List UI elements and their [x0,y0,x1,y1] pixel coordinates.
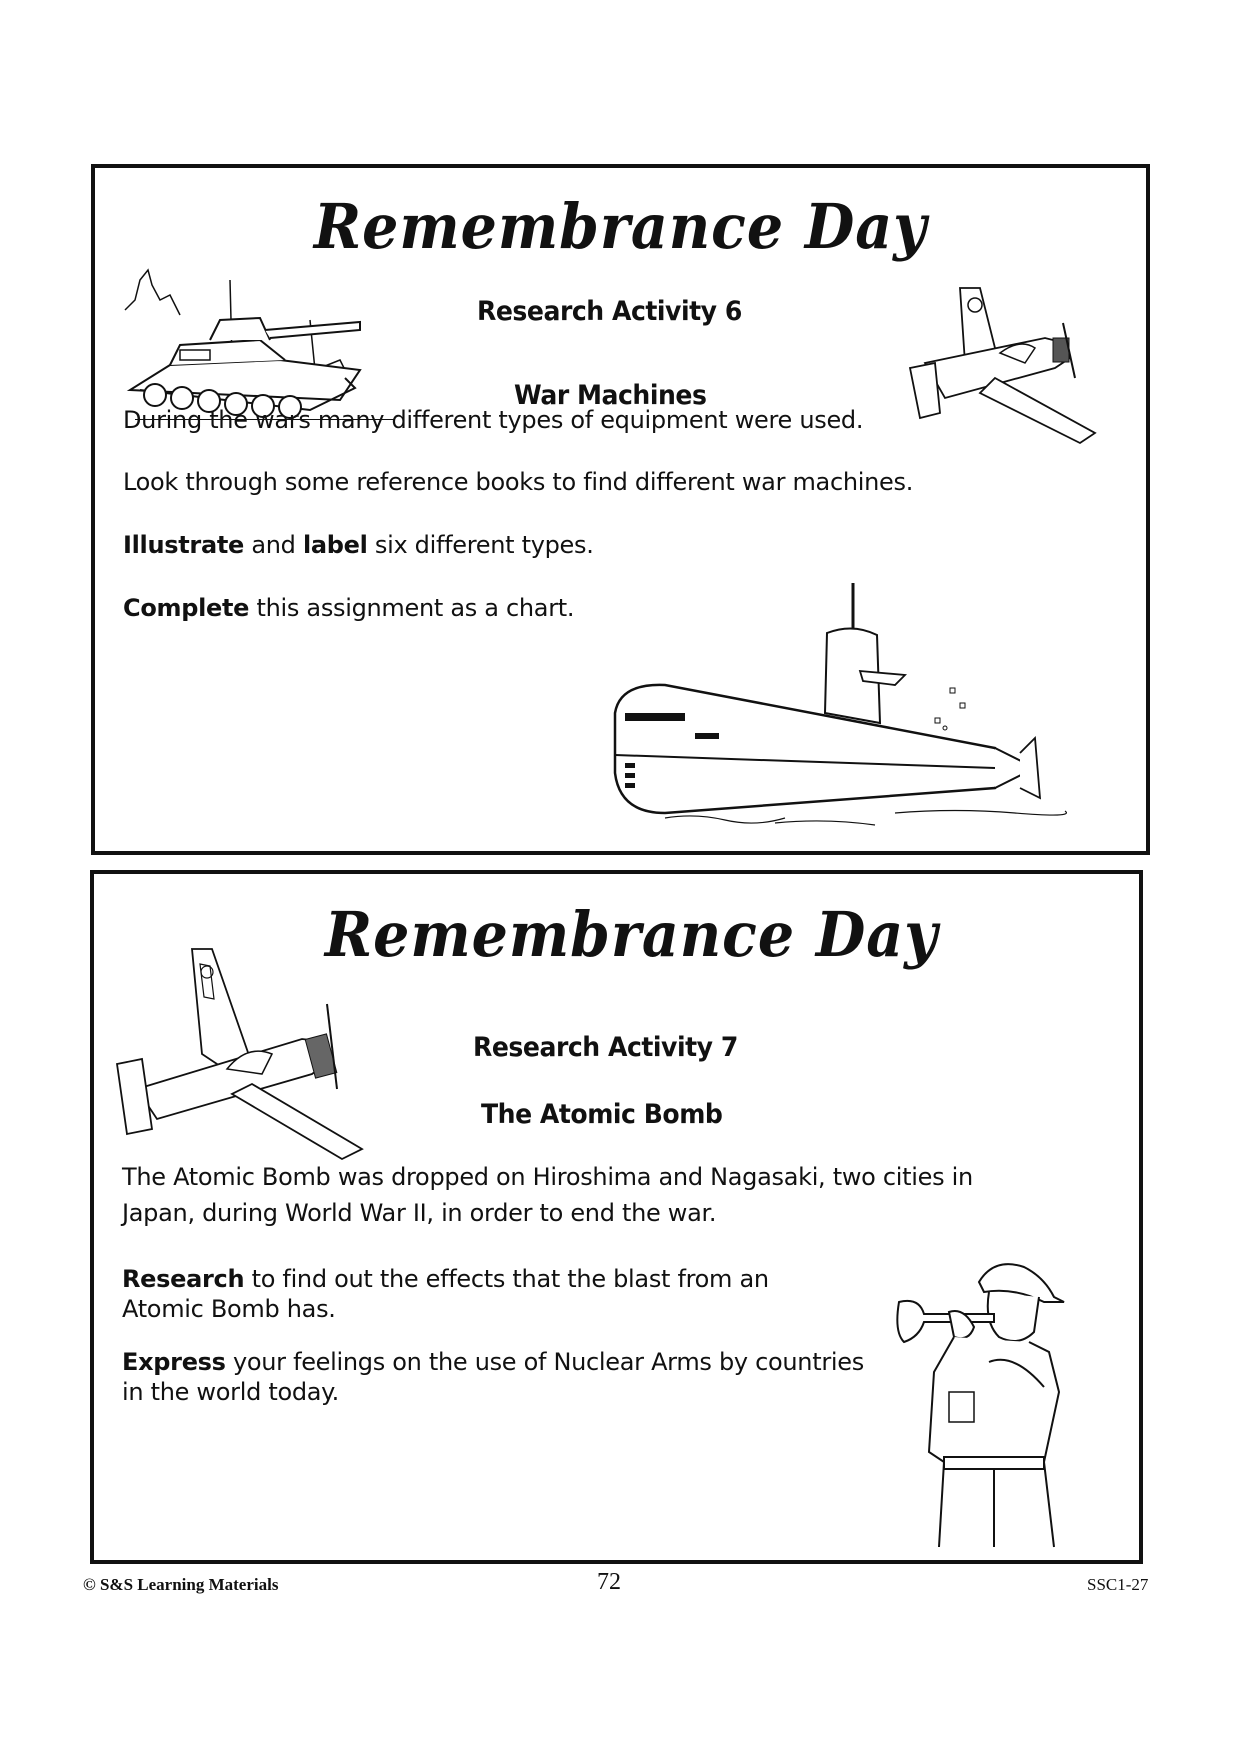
emphasis: Research [122,1265,245,1293]
emphasis: Express [122,1348,226,1376]
fighter-plane-illustration [905,283,1105,448]
tank-illustration [110,260,410,420]
product-code: SSC1-27 [1087,1575,1149,1594]
fighter-plane-illustration [112,944,402,1164]
paragraph [122,1162,973,1228]
card-title: Remembrance Day [313,190,928,263]
card-title: Remembrance Day [324,898,939,971]
text-line: Atomic Bomb has. [122,1295,336,1323]
activity-card-6 [91,164,1150,855]
submarine-illustration [595,573,1085,828]
emphasis: label [302,531,368,559]
activity-heading: Research Activity 6 [477,296,742,327]
text: to find out the effects that the blast from an [244,1265,769,1293]
emphasis: Illustrate [123,531,245,559]
text-line: in the world today. [122,1378,339,1406]
paragraph [123,593,574,623]
emphasis: Complete [123,594,250,622]
paragraph [123,530,594,560]
paragraph [122,1347,864,1407]
copyright-footer: © S&S Learning Materials [83,1575,279,1594]
activity-heading: Research Activity 7 [473,1032,738,1063]
text: and [244,531,303,559]
text: your feelings on the use of Nuclear Arms by countries [225,1348,864,1376]
bugler-soldier-illustration [894,1252,1084,1552]
text: this assignment as a chart. [249,594,575,622]
paragraph: During the wars many different types of equipment were used. [123,406,864,434]
activity-subtitle: The Atomic Bomb [481,1099,723,1130]
text-line: Japan, during World War II, in order to end the war. [122,1199,717,1227]
activity-card-7 [90,870,1143,1564]
text: six different types. [367,531,594,559]
text-line: The Atomic Bomb was dropped on Hiroshima and Nagasaki, two cities in [122,1163,973,1191]
paragraph [122,1264,769,1324]
paragraph: Look through some reference books to find different war machines. [123,468,914,496]
page-number: 72 [597,1569,621,1595]
activity-subtitle: War Machines [514,380,707,411]
